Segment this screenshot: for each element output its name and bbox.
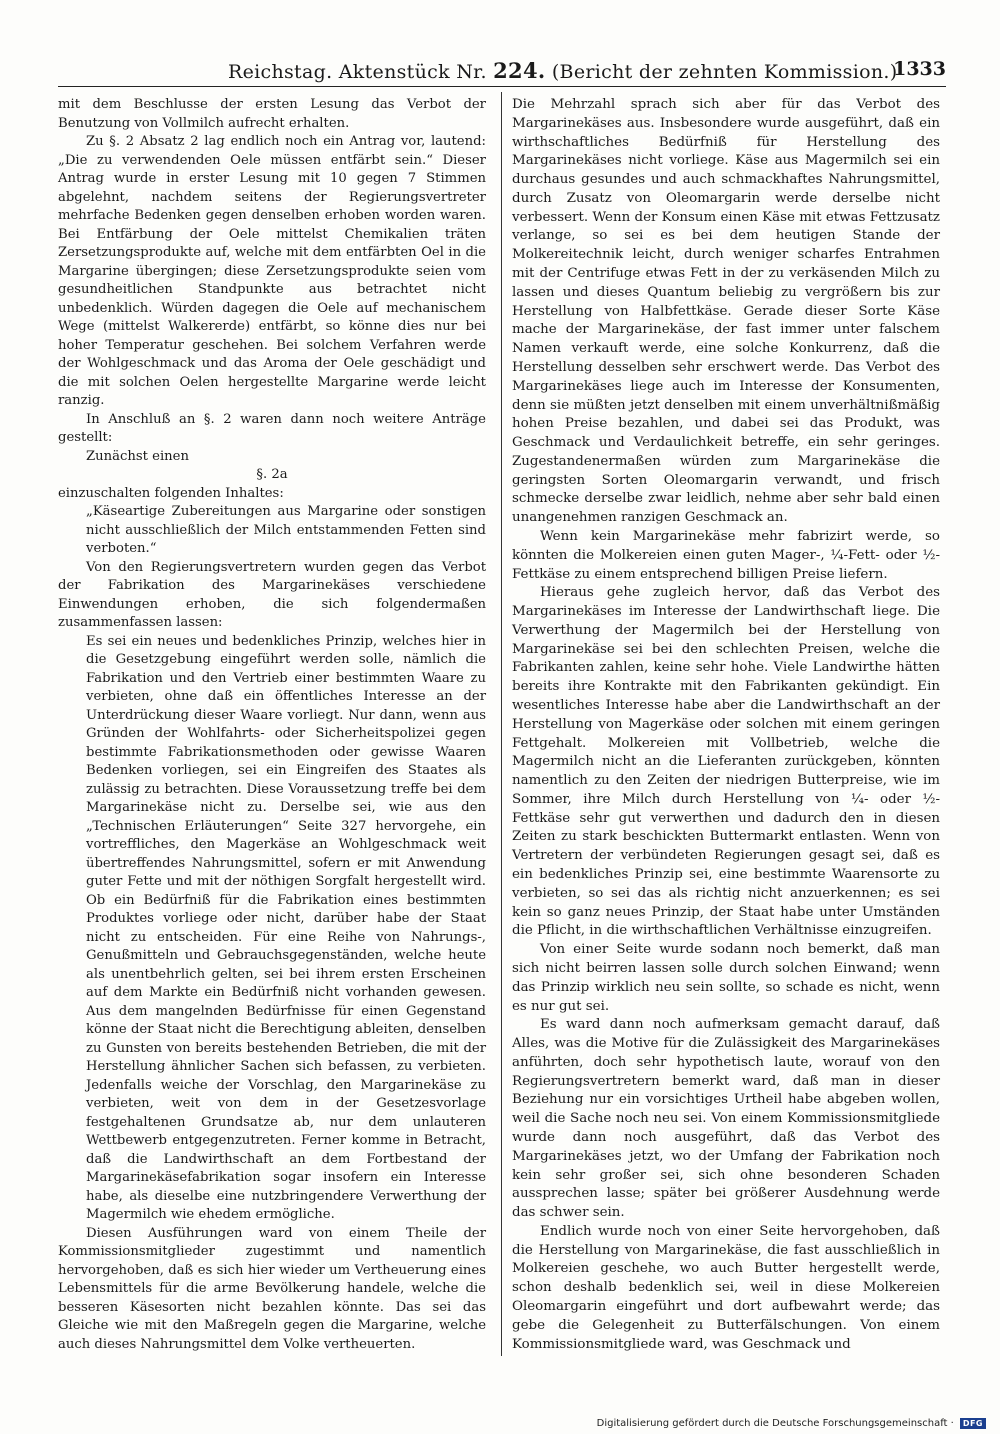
running-title-suffix: (Bericht der zehnten Kommission.) bbox=[551, 61, 898, 83]
paragraph: Endlich wurde noch von einer Seite hervorgehoben, daß die Herstellung von Margarinekäse, die fast ausschließlich in Molkereien geschehe, wo auch Butter hergestellt werde, schon deshalb bedenklich sei, weil in diese Molkereien Oleomargarin eingeführt und dort aufbewahrt werde; das gebe die Gelegenheit zu Butterfälschungen. Von einem Kommissionsmitgliede ward, was Geschmack und bbox=[512, 1223, 940, 1352]
section-heading: §. 2a bbox=[256, 467, 288, 482]
paragraph: Von einer Seite wurde sodann noch bemerkt, daß man sich nicht beirren lassen solle durch solchen Einwand; wenn das Prinzip wirklich neu sein sollte, so schade es nicht, wenn es nur gut sei. bbox=[512, 942, 940, 1014]
paragraph: Wenn kein Margarinekäse mehr fabrizirt werde, so könnten die Molkereien einen guten Mager-, ¼-Fett- oder ½-Fettkäse zu einem entsprechend billigen Preise liefern. bbox=[512, 528, 940, 582]
paragraph: einzuschalten folgenden Inhaltes: bbox=[58, 485, 284, 501]
document-number: 224. bbox=[493, 58, 546, 83]
paragraph: Es ward dann noch aufmerksam gemacht darauf, daß Alles, was die Motive für die Zulässigkeit des Margarinekäses anführten, doch sehr hypothetisch laute, worauf von den Regierungsvertretern bemerkt ward, daß man in dieser Beziehung nur ein vorsichtiges Urtheil habe abgeben wollen, weil die Sache noch neu sei. Von einem Kommissionsmitgliede wurde dann noch ausgeführt, daß das Verbot des Margarinekäses jetzt, wo der Umfang der Fabrikation noch kein sehr großer sei, sich ohne besonderen Schaden aussprechen lasse; später bei größerer Ausdehnung werde das schwer sein. bbox=[512, 1017, 940, 1221]
funding-credit: Digitalisierung gefördert durch die Deutsche Forschungsgemeinschaft · bbox=[596, 1418, 954, 1429]
running-title-prefix: Reichstag. Aktenstück Nr. bbox=[228, 61, 487, 83]
paragraph: Von den Regierungsvertretern wurden gegen das Verbot der Fabrikation des Margarinekäses verschiedene Einwendungen erhoben, die sich folgendermaßen zusammenfassen lassen: bbox=[58, 559, 486, 630]
paragraph: Zunächst einen bbox=[86, 448, 189, 464]
paragraph: mit dem Beschlusse der ersten Lesung das Verbot der Benutzung von Vollmilch aufrecht erhalten. bbox=[58, 97, 486, 131]
indented-argument: Es sei ein neues und bedenkliches Prinzip, welches hier in die Gesetzgebung eingeführt werden solle, nämlich die Fabrikation und den Vertrieb einer bestimmten Waare zu verbieten, ohne daß ein öffentliches Interesse an der Unterdrückung dieser Waare vorliegt. Nur dann, wenn aus Gründen der Wohlfahrts- oder Sicherheitspolizei gegen bestimmte Fabrikationsmethoden oder gewisse Waaren Bedenken vorliegen, sei ein Eingreifen des Staates als zulässig zu betrachten. Diese Voraussetzung treffe bei dem Margarinekäse nicht zu. Derselbe sei, wie aus den „Technischen Erläuterungen“ Seite 327 hervorgehe, ein vortreffliches, den Magerkäse an Wohlgeschmack weit übertreffendes Nahrungsmittel, sofern er mit Anwendung guter Fette und mit der nöthigen Sorgfalt hergestellt wird. Ob ein Bedürfniß für die Fabrikation eines bestimmten Produktes vorliege oder nicht, darüber habe der Staat nicht zu entscheiden. Für eine Reihe von Nahrungs-, Genußmitteln und Gebrauchsgegenständen, welche heute als unentbehrlich gelten, sei bei ihrem ersten Erscheinen auf dem Markte ein Bedürfniß nicht vorhanden gewesen. Aus dem mangelnden Bedürfnisse für einen Gegenstand könne der Staat nicht die Berechtigung ableiten, denselben zu Gunsten von bereits bestehenden Betrieben, die mit der Herstellung ähnlicher Sachen sich befassen, zu verbieten. Jedenfalls weiche der Vorschlag, den Margarinekäse zu verbieten, weit von dem in der Gesetzesvorlage festgehaltenen Grundsatze ab, nur dem unlauteren Wettbewerb entgegenzutreten. Ferner komme in Betracht, daß die Landwirthschaft an dem Fortbestand der Margarinekäsefabrikation sogar insofern ein Interesse habe, als dieselbe eine nutzbringendere Verwerthung der Magermilch wie ehedem ermögliche. bbox=[86, 633, 486, 1222]
dfg-logo: DFG bbox=[960, 1418, 986, 1429]
paragraph: Hieraus gehe zugleich hervor, daß das Verbot des Margarinekäses im Interesse der Landwirthschaft liege. Die Verwerthung der Magermilch bei der Herstellung von Margarinekäse sei bei den schlechten Preisen, welche die Fabrikanten zahlen, keine sehr hohe. Viele Landwirthe hätten bereits ihre Kontrakte mit den Fabrikanten gekündigt. Ein wesentliches Interesse habe aber die Landwirthschaft an der Herstellung von Magerkäse oder solchen mit einem geringen Fettgehalt. Molkereien mit Vollbetrieb, welche die Magermilch nicht an die Lieferanten zurückgeben, könnten namentlich zu den Zeiten der niedrigen Butterpreise, wie im Sommer, ihre Milch durch Herstellung von ¼- oder ½-Fettkäse sehr gut verwerthen und dadurch den in diesen Zeiten zu stark beschickten Buttermarkt entlasten. Wenn von Vertretern der verbündeten Regierungen gesagt sei, daß es ein bedenkliches Prinzip sei, eine bestimmte Waarensorte zu verbieten, so sei das als richtig nicht anzuerkennen; es sei kein so ganz neues Prinzip, der Staat habe unter Umständen die Pflicht, in die wirthschaftlichen Verhältnisse einzugreifen. bbox=[512, 585, 940, 939]
paragraph: Die Mehrzahl sprach sich aber für das Verbot des Margarinekäses aus. Insbesondere wurde ausgeführt, daß ein wirthschaftliches Bedürfniß für Herstellung des Margarinekäses nicht vorliege. Käse aus Magermilch sei ein durchaus gesundes und auch schmackhaftes Nahrungsmittel, durch Zusatz von Oleomargarin werde derselbe nicht verbessert. Wenn der Konsum einen Käse mit etwas Fettzusatz verlange, so sei es bei dem heutigen Stande der Molkereitechnik leicht, durch weniger scharfes Entrahmen mit der Centrifuge etwas Fett in der zu verkäsenden Milch zu lassen und dieses Quantum beliebig zu vergrößern bis zur Herstellung von Halbfettkäse. Gerade dieser Sorte Käse mache der Margarinekäse, der fast immer unter falschem Namen verkauft werde, eine solche Konkurrenz, daß die Herstellung desselben sehr erschwert werde. Das Verbot des Margarinekäses liege auch im Interesse der Konsumenten, denn sie müßten jetzt denselben mit einem unverhältnißmäßig hohen Preise bezahlen, und dabei sei das Produkt, was Geschmack und Verdaulichkeit betreffe, ein sehr geringes. Zugestandenermaßen würden zum Margarinekäse die geringsten Sorten Oleomargarin verwandt, und frisch schmecke derselbe zwar leidlich, nehme aber sehr bald einen unangenehmen ranzigen Geschmack an. bbox=[512, 97, 940, 526]
column-divider bbox=[501, 92, 502, 1356]
running-title bbox=[228, 58, 897, 83]
right-column bbox=[512, 96, 940, 1354]
left-column bbox=[58, 96, 486, 1354]
paragraph: Zu §. 2 Absatz 2 lag endlich noch ein Antrag vor, lautend: „Die zu verwendenden Oele müssen entfärbt sein.“ Dieser Antrag wurde in erster Lesung mit 10 gegen 7 Stimmen abgelehnt, nachdem seitens der Regierungsvertreter mehrfache Bedenken gegen denselben erhoben worden waren. Bei Entfärbung der Oele mittelst Chemikalien träten Zersetzungsprodukte auf, welche mit dem entfärbten Oel in die Margarine übergingen; diese Zersetzungsprodukte seien vom gesundheitlichen Standpunkte aus betrachtet nicht unbedenklich. Würden dagegen die Oele auf mechanischem Wege (mittelst Walkererde) entfärbt, so könne dies nur bei hoher Temperatur geschehen. Bei solchem Verfahren werde der Wohlgeschmack und das Aroma der Oele geschädigt und die mit solchen Oelen hergestellte Margarine werde leicht ranzig. bbox=[58, 134, 486, 408]
quoted-proposal: „Käseartige Zubereitungen aus Margarine oder sonstigen nicht ausschließlich der Milch entstammenden Fetten sind verboten.“ bbox=[86, 504, 486, 556]
digitization-footer bbox=[597, 1418, 986, 1429]
paragraph: In Anschluß an §. 2 waren dann noch weitere Anträge gestellt: bbox=[58, 411, 486, 445]
page-number: 1333 bbox=[893, 58, 946, 80]
page-header bbox=[58, 56, 946, 87]
paragraph: Diesen Ausführungen ward von einem Theile der Kommissionsmitglieder zugestimmt und namentlich hervorgehoben, daß es sich hier wieder um Vertheuerung eines Lebensmittels für die arme Bevölkerung handele, welche die besseren Käsesorten nicht bezahlen könnte. Das sei das Gleiche wie mit den Maßregeln gegen die Margarine, welche auch dieses Nahrungsmittel dem Volke vertheuerten. bbox=[58, 1225, 486, 1352]
